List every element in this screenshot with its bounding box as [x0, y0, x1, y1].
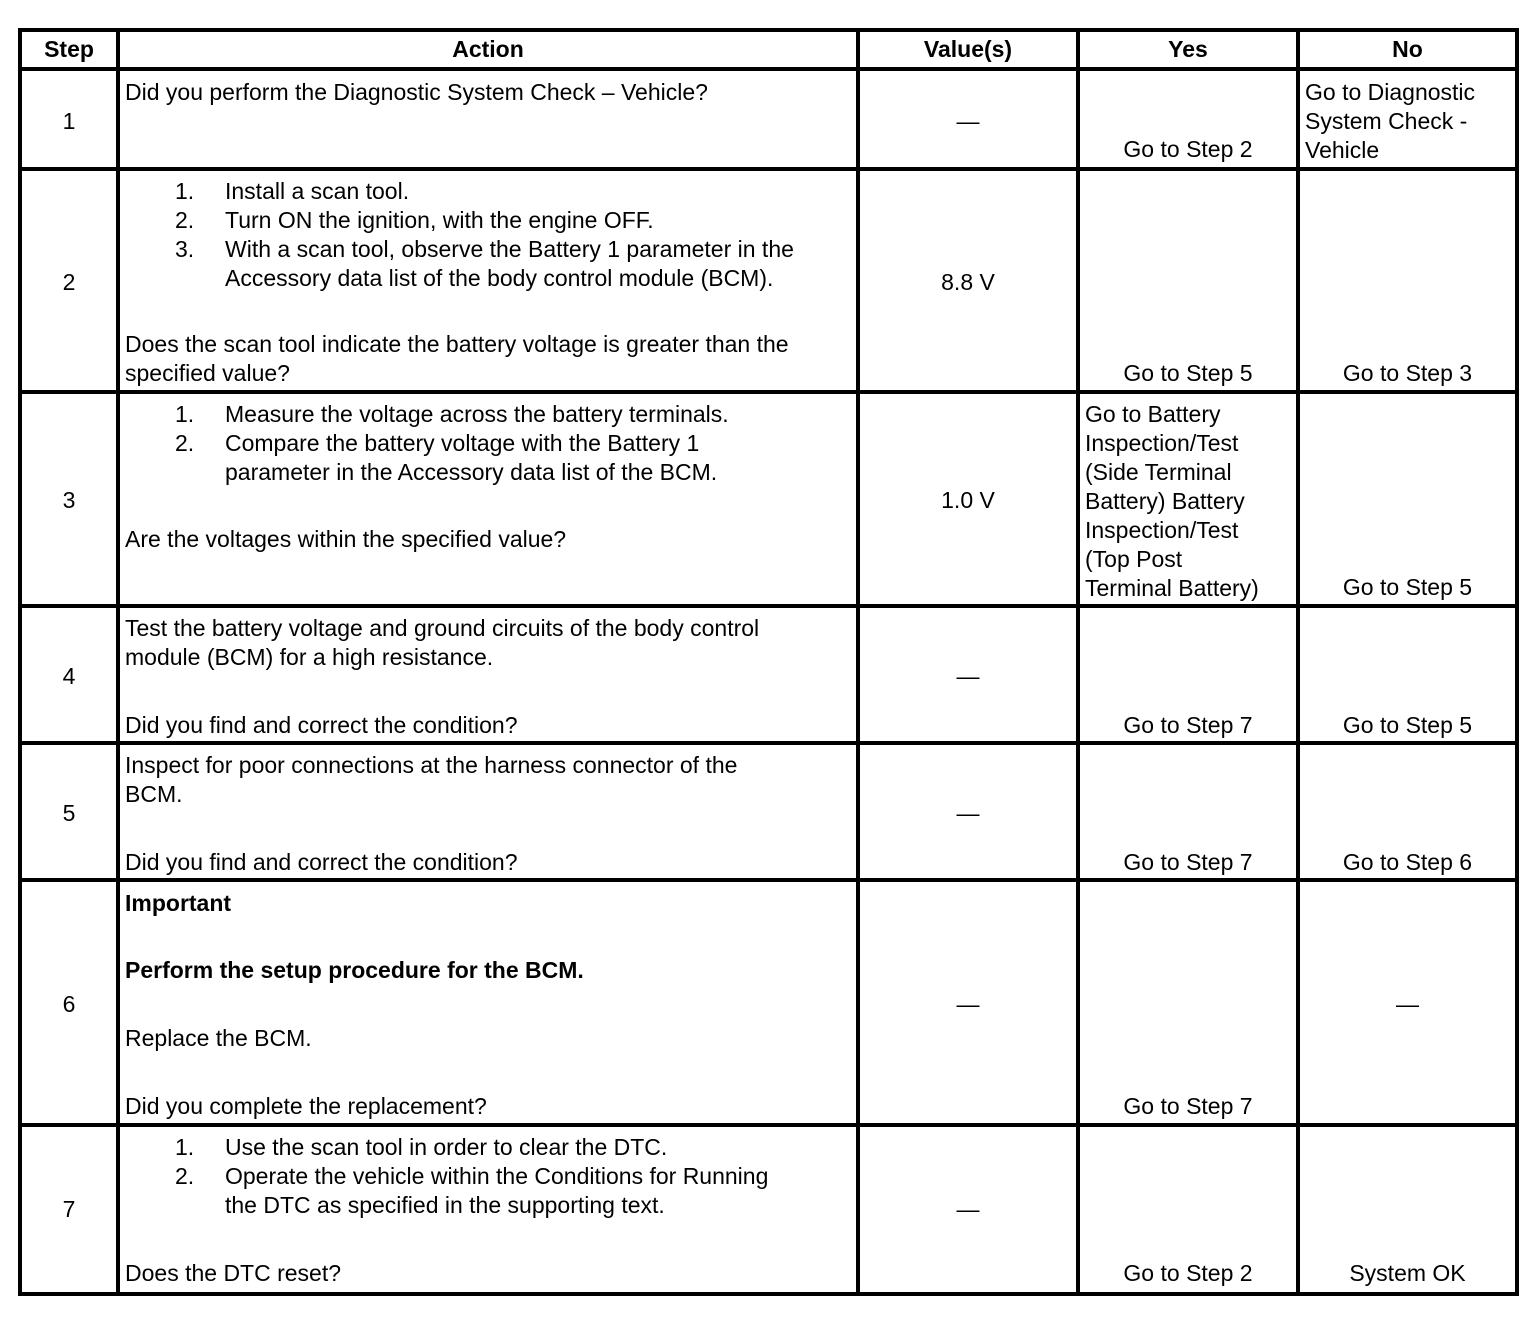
action-question: Did you complete the replacement?	[125, 1093, 487, 1119]
table-border-bottom	[18, 1292, 1519, 1296]
header-no: No	[1392, 36, 1423, 62]
row-divider	[18, 741, 1519, 745]
action-text	[125, 614, 759, 672]
list-item	[125, 429, 729, 487]
list-text: With a scan tool, observe the Battery 1 parameter in the	[225, 236, 794, 262]
list-item	[125, 177, 794, 206]
list-item	[125, 206, 794, 235]
value-cell: —	[956, 663, 980, 689]
list-item	[125, 235, 794, 293]
step-number: 5	[62, 800, 76, 826]
diagnostic-table	[18, 28, 1519, 1296]
no-line: Go to Diagnostic	[1305, 79, 1476, 105]
header-values: Value(s)	[923, 36, 1013, 62]
action-line: Test the battery voltage and ground circuits of the body control	[125, 615, 760, 641]
value-cell: —	[956, 108, 980, 134]
no-line: System Check -	[1305, 108, 1468, 134]
yes-cell: Go to Step 5	[1123, 360, 1253, 386]
list-number: 2.	[175, 1163, 195, 1189]
no-cell: Go to Step 6	[1342, 849, 1473, 875]
action-question: Does the DTC reset?	[125, 1260, 342, 1286]
yes-line: Inspection/Test	[1085, 430, 1239, 456]
row-divider	[18, 67, 1519, 71]
table-border-right	[1515, 28, 1519, 1296]
action-question: Are the voltages within the specified value?	[125, 526, 567, 552]
list-number: 1.	[175, 401, 195, 427]
row-divider	[18, 878, 1519, 882]
list-number: 1.	[175, 1134, 195, 1160]
question-line: Does the scan tool indicate the battery voltage is greater than the	[125, 331, 789, 357]
column-divider	[116, 28, 120, 1296]
list-text: Compare the battery voltage with the Battery 1	[225, 430, 700, 456]
action-line: Inspect for poor connections at the harness connector of the	[125, 752, 738, 778]
action-text: Replace the BCM.	[125, 1025, 312, 1051]
list-item	[125, 1162, 768, 1220]
value-cell: 8.8 V	[941, 269, 995, 295]
value-cell: 1.0 V	[941, 487, 995, 513]
yes-line: Inspection/Test	[1085, 517, 1239, 543]
header-yes: Yes	[1168, 36, 1208, 62]
yes-cell	[1085, 400, 1259, 603]
row-divider	[18, 390, 1519, 394]
list-text: Operate the vehicle within the Conditions for Running	[225, 1163, 769, 1189]
step-number: 4	[62, 663, 76, 689]
yes-line: Battery) Battery	[1085, 488, 1245, 514]
list-number: 2.	[175, 207, 195, 233]
header-action: Action	[452, 36, 524, 62]
value-cell: —	[956, 800, 980, 826]
list-item	[125, 1133, 768, 1162]
no-cell: System OK	[1349, 1260, 1466, 1286]
yes-line: Terminal Battery)	[1085, 575, 1259, 601]
yes-line: (Top Post	[1085, 546, 1183, 572]
list-text: Use the scan tool in order to clear the DTC.	[225, 1134, 668, 1160]
step-number: 2	[62, 269, 76, 295]
action-question: Did you find and correct the condition?	[125, 849, 518, 875]
yes-cell: Go to Step 2	[1123, 1260, 1253, 1286]
step-number: 3	[62, 487, 76, 513]
action-question	[125, 330, 789, 388]
no-cell: —	[1396, 991, 1419, 1017]
important-label: Important	[125, 890, 232, 916]
list-text: parameter in the Accessory data list of the BCM.	[225, 459, 718, 485]
yes-cell: Go to Step 2	[1123, 136, 1253, 162]
question-line: specified value?	[125, 360, 290, 386]
action-steps	[125, 1133, 768, 1220]
no-cell: Go to Step 5	[1342, 574, 1473, 600]
yes-cell: Go to Step 7	[1123, 712, 1253, 738]
action-line: module (BCM) for a high resistance.	[125, 644, 494, 670]
list-number: 3.	[175, 236, 195, 262]
action-question: Did you find and correct the condition?	[125, 712, 518, 738]
no-cell: Go to Step 5	[1342, 712, 1473, 738]
yes-line: Go to Battery	[1085, 401, 1221, 427]
important-text: Perform the setup procedure for the BCM.	[125, 957, 584, 983]
list-text: the DTC as specified in the supporting text.	[225, 1192, 665, 1218]
action-question: Did you perform the Diagnostic System Check – Vehicle?	[125, 79, 708, 105]
step-number: 7	[62, 1196, 76, 1222]
header-step: Step	[44, 36, 94, 62]
list-text: Measure the voltage across the battery terminals.	[225, 401, 729, 427]
column-divider	[1296, 28, 1300, 1296]
list-number: 2.	[175, 430, 195, 456]
row-divider	[18, 167, 1519, 171]
yes-line: (Side Terminal	[1085, 459, 1232, 485]
row-divider	[18, 604, 1519, 608]
list-text: Accessory data list of the body control module (BCM).	[225, 265, 774, 291]
action-steps	[125, 400, 729, 487]
list-text: Install a scan tool.	[225, 178, 410, 204]
step-number: 6	[62, 991, 76, 1017]
action-text	[125, 751, 737, 809]
list-number: 1.	[175, 178, 195, 204]
list-text: Turn ON the ignition, with the engine OFF.	[225, 207, 654, 233]
step-number: 1	[62, 108, 76, 134]
value-cell: —	[956, 991, 980, 1017]
no-cell	[1305, 78, 1475, 165]
action-line: BCM.	[125, 781, 183, 807]
no-line: Vehicle	[1305, 137, 1380, 163]
list-item	[125, 400, 729, 429]
row-divider	[18, 1123, 1519, 1127]
action-steps	[125, 177, 794, 293]
value-cell: —	[956, 1196, 980, 1222]
yes-cell: Go to Step 7	[1123, 849, 1253, 875]
yes-cell: Go to Step 7	[1123, 1093, 1253, 1119]
no-cell: Go to Step 3	[1342, 360, 1473, 386]
